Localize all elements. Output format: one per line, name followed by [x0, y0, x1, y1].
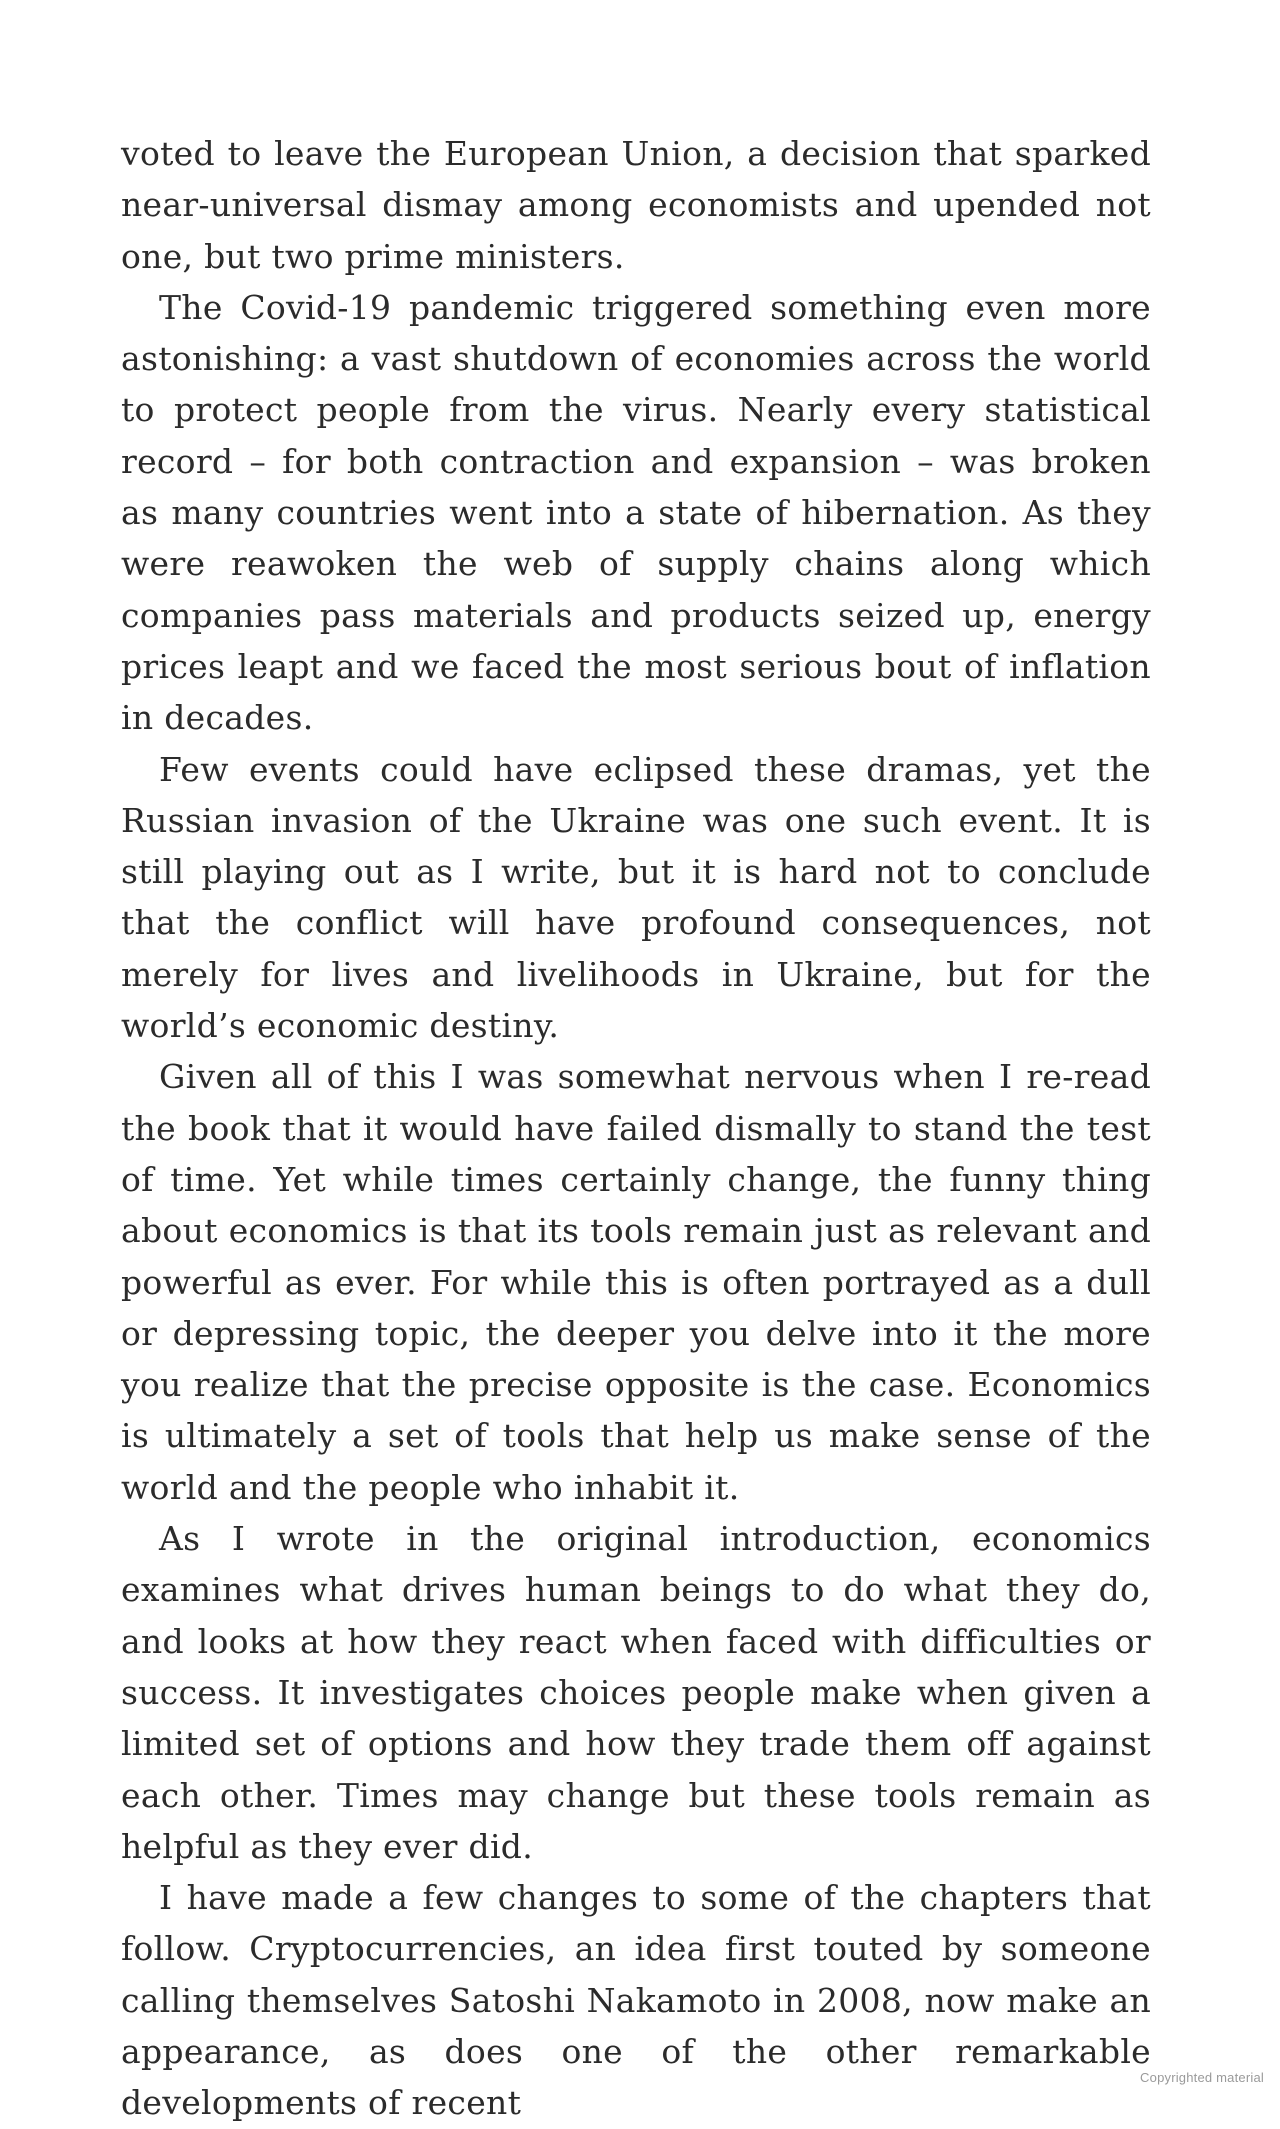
copyright-watermark: Copyrighted material [1140, 2070, 1264, 2085]
book-page-body [121, 128, 1151, 2129]
paragraph-ukraine: Few events could have eclipsed these dramas, yet the Russian invasion of the Ukraine was one such event. It is still playing out as I write, but it is hard not to conclude that the conflict will have profound consequences, not merely for lives and livelihoods in Ukraine, but for the world’s economic destiny. [121, 749, 1151, 1046]
paragraph-introduction: As I wrote in the original introduction, economics examines what drives human beings to do what they do, and looks at how they react when faced with difficulties or success. It investigates choices people make when given a limited set of options and how they trade them off against each other. Times may change but these tools remain as helpful as they ever did. [121, 1519, 1151, 1866]
paragraph-continuation: voted to leave the European Union, a decision that sparked near-universal dismay among economists and upended not one, but two prime ministers. [121, 134, 1151, 276]
paragraph-reread: Given all of this I was somewhat nervous when I re-read the book that it would have failed dismally to stand the test of time. Yet while times certainly change, the funny thing about economics is that its tools remain just as relevant and powerful as ever. For while this is often portrayed as a dull or depressing topic, the deeper you delve into it the more you realize that the precise opposite is the case. Economics is ultimately a set of tools that help us make sense of the world and the people who inhabit it. [121, 1057, 1151, 1507]
paragraph-changes: I have made a few changes to some of the chapters that follow. Cryptocurrencies, an idea first touted by someone calling themselves Satoshi Nakamoto in 2008, now make an appearance, as does one of the other remarkable developments of recent [121, 1878, 1151, 2123]
paragraph-covid: The Covid-19 pandemic triggered something even more astonishing: a vast shutdown of economies across the world to protect people from the virus. Nearly every statistical record – for both contraction and expansion – was broken as many countries went into a state of hibernation. As they were reawoken the web of supply chains along which companies pass materials and products seized up, energy prices leapt and we faced the most serious bout of inflation in decades. [121, 287, 1151, 738]
